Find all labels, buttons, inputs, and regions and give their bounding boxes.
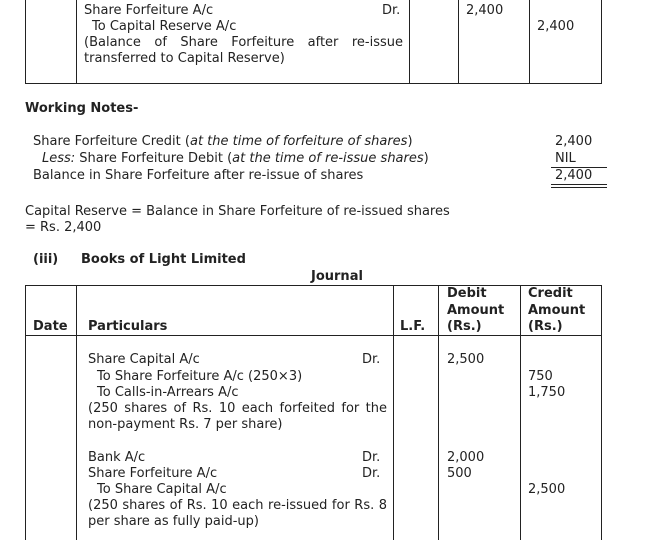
entry1-narration: (250 shares of Rs. 10 each forfeited for the non-payment Rs. 7 per share) bbox=[88, 401, 387, 432]
column-divider bbox=[529, 0, 530, 84]
dr-marker: Dr. bbox=[382, 3, 401, 18]
header-particulars: Particulars bbox=[88, 319, 168, 334]
table-border-left bbox=[25, 285, 26, 540]
credit-amount: 2,400 bbox=[537, 19, 575, 34]
table-border-right bbox=[601, 0, 602, 84]
column-divider bbox=[393, 285, 394, 540]
entry1-credit-account: To Calls-in-Arrears A/c bbox=[97, 385, 239, 400]
row-label-close: ) bbox=[423, 151, 429, 166]
dr-marker: Dr. bbox=[362, 466, 381, 481]
dr-marker: Dr. bbox=[362, 352, 381, 367]
less-label: Less: bbox=[42, 151, 76, 166]
entry1-credit-account: To Share Forfeiture A/c (250×3) bbox=[97, 369, 303, 384]
working-note-row bbox=[42, 151, 429, 167]
header-credit: Credit Amount (Rs.) bbox=[528, 286, 586, 334]
working-note-total: 2,400 bbox=[555, 168, 593, 183]
table-border-bottom bbox=[25, 83, 602, 84]
entry2-narration: (250 shares of Rs. 10 each re-issued for Rs. 8 per share as fully paid-up) bbox=[88, 498, 387, 529]
working-note-row: Balance in Share Forfeiture after re-issue of shares bbox=[33, 168, 364, 183]
column-divider bbox=[438, 285, 439, 540]
section-number: (iii) bbox=[33, 252, 59, 267]
row-label: Share Forfeiture Credit ( bbox=[33, 134, 190, 149]
row-label-close: ) bbox=[407, 134, 413, 149]
debit-amount: 2,500 bbox=[447, 352, 485, 367]
entry-debit-account: Share Forfeiture A/c bbox=[84, 3, 214, 18]
credit-amount: 2,500 bbox=[528, 482, 566, 497]
header-debit: Debit Amount (Rs.) bbox=[447, 286, 505, 334]
row-label-italic: at the time of re-issue shares bbox=[232, 151, 424, 166]
debit-amount: 2,000 bbox=[447, 450, 485, 465]
entry-narration: (Balance of Share Forfeiture after re-issue transferred to Capital Reserve) bbox=[84, 35, 403, 66]
column-divider bbox=[409, 0, 410, 84]
column-divider bbox=[458, 0, 459, 84]
double-rule bbox=[551, 187, 607, 188]
capital-reserve-value: = Rs. 2,400 bbox=[25, 220, 102, 235]
working-notes-heading: Working Notes- bbox=[25, 101, 139, 116]
credit-amount: 750 bbox=[528, 369, 553, 384]
header-lf: L.F. bbox=[400, 319, 426, 334]
debit-amount: 500 bbox=[447, 466, 472, 481]
table-border-right bbox=[601, 285, 602, 540]
header-date: Date bbox=[33, 319, 68, 334]
column-divider bbox=[76, 285, 77, 540]
debit-amount: 2,400 bbox=[466, 3, 504, 18]
table-border-left bbox=[25, 0, 26, 84]
dr-marker: Dr. bbox=[362, 450, 381, 465]
entry2-credit-account: To Share Capital A/c bbox=[97, 482, 227, 497]
company-title: Books of Light Limited bbox=[81, 252, 246, 267]
row-label-italic: at the time of forfeiture of shares bbox=[189, 134, 408, 149]
working-note-value: 2,400 bbox=[555, 134, 593, 149]
credit-amount: 1,750 bbox=[528, 385, 566, 400]
capital-reserve-line: Capital Reserve = Balance in Share Forfeiture of re-issued shares bbox=[25, 204, 450, 219]
row-label: Share Forfeiture Debit ( bbox=[75, 151, 233, 166]
working-note-value: NIL bbox=[555, 151, 576, 166]
working-note-row bbox=[33, 134, 413, 150]
column-divider bbox=[520, 285, 521, 540]
journal-title: Journal bbox=[311, 269, 363, 284]
entry1-debit-account: Share Capital A/c bbox=[88, 352, 200, 367]
double-rule bbox=[551, 184, 607, 185]
entry2-debit-account: Share Forfeiture A/c bbox=[88, 466, 218, 481]
entry-credit-account: To Capital Reserve A/c bbox=[92, 19, 237, 34]
entry2-debit-account: Bank A/c bbox=[88, 450, 146, 465]
column-divider bbox=[76, 0, 77, 84]
